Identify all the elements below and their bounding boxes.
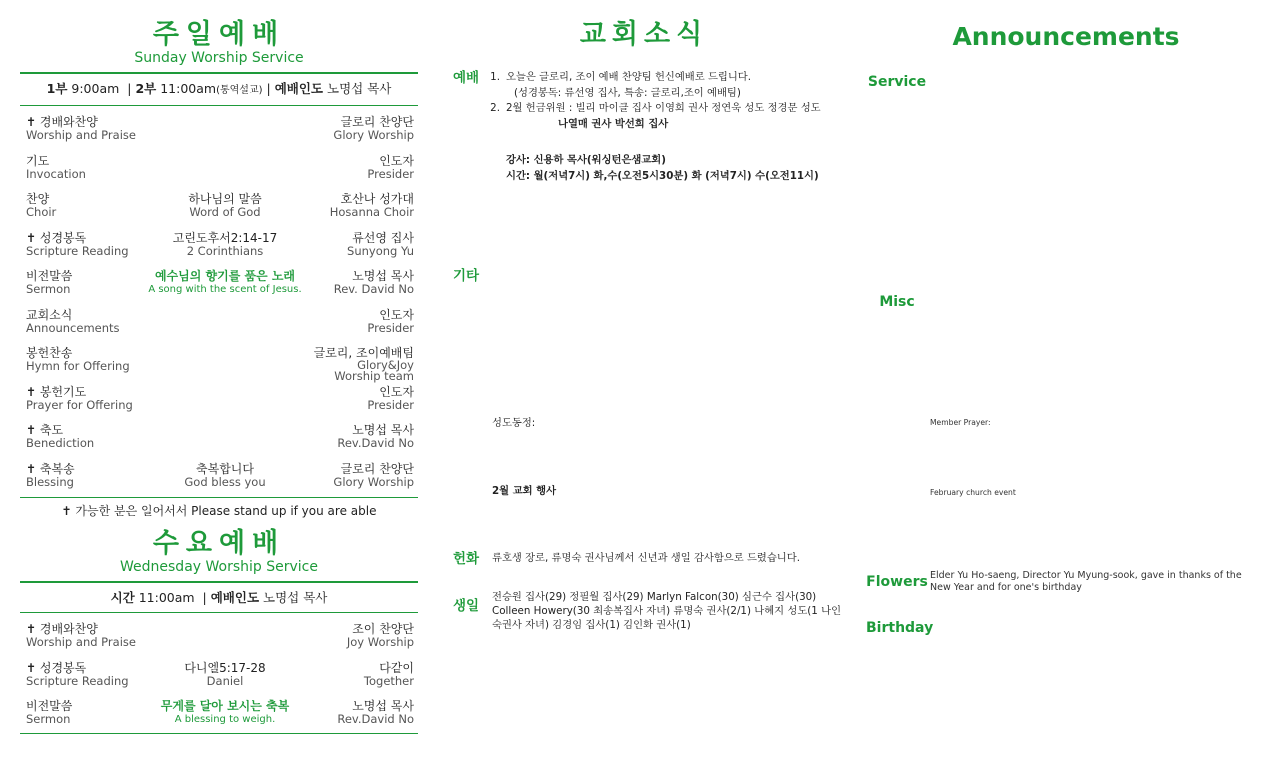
flowers-heading: 헌화 — [452, 551, 480, 567]
order-presenter-ko: 다같이 — [379, 660, 414, 675]
order-presenter-en: Presider — [367, 397, 414, 412]
service2-note: (통역설교) — [216, 85, 263, 96]
order-row — [20, 660, 418, 699]
order-detail-en: 2 Corinthians — [186, 243, 264, 258]
order-presenter-ko: 인도자 — [379, 384, 414, 399]
order-presenter — [333, 116, 414, 142]
order-row — [20, 191, 418, 230]
order-item — [26, 386, 133, 412]
order-item-ko: ✝ 축도 — [26, 423, 64, 437]
order-row — [20, 114, 418, 153]
order-item — [26, 463, 75, 489]
order-presenter — [367, 309, 414, 335]
wednesday-title: 수요예배 — [152, 528, 286, 559]
order-presenter — [347, 623, 414, 649]
order-presenter-en: Sunyong Yu — [347, 243, 414, 258]
order-item — [26, 270, 72, 296]
order-item — [26, 347, 130, 373]
sunday-title-en: Sunday Worship Service — [134, 50, 304, 66]
education-section — [444, 153, 844, 258]
order-presenter-en: Presider — [367, 320, 414, 335]
wednesday-schedule: 시간 11:00am | 예배인도 노명섭 목사 — [110, 590, 328, 605]
news-title-ko: 교회소식 — [579, 19, 709, 50]
order-item-en: Prayer for Offering — [26, 397, 133, 412]
order-item-en: Blessing — [26, 474, 74, 489]
worship-order-column — [20, 0, 418, 734]
list-item-sub: (성경봉독: 류선영 집사, 특송: 글로리,조이 예배팀) — [514, 86, 741, 99]
sunday-title: 주일예배 — [152, 19, 286, 50]
service-section — [866, 70, 1266, 140]
order-item-ko: 찬양 — [26, 192, 50, 206]
worship-items — [488, 70, 844, 132]
order-item-ko: ✝ 축복송 — [26, 461, 75, 476]
order-presenter-en: Glory Worship — [333, 128, 414, 142]
sunday-order-list — [20, 106, 418, 499]
service2-label: 2부 — [135, 81, 157, 96]
leader-name: 노명섭 목사 — [263, 590, 328, 605]
order-presenter-ko: 노명섭 목사 — [352, 269, 414, 283]
order-item — [26, 193, 56, 219]
order-item — [26, 662, 129, 688]
list-item-text: 오늘은 글로리, 조이 예배 찬양팀 헌신예배로 드립니다. — [506, 71, 752, 83]
order-row — [20, 230, 418, 269]
order-item-en: Sermon — [26, 282, 71, 296]
order-item — [26, 309, 120, 335]
flowers-en-heading: Flowers — [866, 574, 928, 590]
events-en-block — [930, 486, 1256, 500]
order-detail — [146, 662, 304, 688]
order-presenter-en: Glory&Joy Worship team — [334, 358, 414, 383]
order-presenter-en: Hosanna Choir — [329, 205, 414, 219]
birthday-text: 전승원 집사(29) 정필월 집사(29) Marlyn Falcon(30) 심근수 집사(30) Colleen Howery(30 최송복집사 자녀) 류명숙 권사(2/1) 나혜지 성도(1 나인숙권사 자녀) 김경임 집사(1) 김인화 권사(1) — [492, 591, 842, 631]
service1-label: 1부 — [46, 81, 68, 96]
stand-note — [20, 498, 418, 525]
wednesday-title-en: Wednesday Worship Service — [120, 559, 318, 575]
prayer-block — [492, 416, 844, 432]
misc-en-heading: Misc — [879, 294, 915, 310]
prayer-label: 성도동정: — [492, 417, 536, 429]
order-item-ko: ✝ 경배와찬양 — [26, 622, 98, 636]
prayer-en-label: Member Prayer: — [930, 418, 991, 427]
list-item-number: 2. — [490, 102, 500, 115]
order-presenter-en: Presider — [367, 166, 414, 181]
order-item-ko: ✝ 경배와찬양 — [26, 115, 98, 129]
flowers-text: 류호생 장로, 류명숙 권사님께서 신년과 생일 감사함으로 드렸습니다. — [492, 552, 800, 564]
leader-label: 예배인도 — [274, 81, 324, 96]
order-presenter-ko: 글로리 찬양단 — [340, 115, 414, 129]
order-item-ko: ✝ 봉헌기도 — [26, 384, 87, 399]
order-presenter — [333, 463, 414, 489]
stand-note-ko: ✝ 가능한 분은 일어서서 — [61, 504, 188, 518]
order-presenter-ko: 노명섭 목사 — [352, 699, 414, 713]
birthday-en-heading: Birthday — [866, 620, 934, 636]
misc-section — [444, 268, 844, 388]
order-row — [20, 621, 418, 660]
order-presenter-en: Together — [363, 673, 414, 688]
order-presenter-en: Rev.David No — [337, 712, 414, 726]
misc-heading: 기타 — [452, 268, 480, 284]
order-presenter — [364, 662, 414, 688]
order-detail-en: A song with the scent of Jesus. — [148, 284, 302, 295]
events-en-title: February church event — [930, 488, 1016, 497]
wednesday-order-list — [20, 613, 418, 737]
order-detail — [146, 232, 304, 258]
order-presenter — [337, 424, 414, 450]
order-item-en: Scripture Reading — [26, 673, 129, 688]
order-presenter — [334, 270, 414, 296]
prayer-row — [492, 416, 844, 432]
order-row — [20, 153, 418, 192]
order-item-en: Invocation — [26, 166, 86, 181]
flowers-en-text: Elder Yu Ho-saeng, Director Yu Myung-sook, gave in thanks of the New Year and for one's birthday — [930, 570, 1242, 593]
order-detail — [146, 270, 304, 296]
order-item-en: Worship and Praise — [26, 128, 136, 142]
order-detail-ko: 고린도후서2:14-17 — [172, 230, 278, 245]
order-presenter — [347, 232, 414, 258]
list-item — [488, 70, 844, 86]
leader-label: 예배인도 — [210, 590, 260, 605]
order-presenter-ko: 류선영 집사 — [352, 230, 414, 245]
english-news-column — [866, 0, 1266, 636]
order-item-en: Announcements — [26, 320, 120, 335]
order-presenter-ko: 노명섭 목사 — [352, 423, 414, 437]
time-label: 시간 — [110, 590, 135, 605]
order-presenter-ko: 글로리, 조이예배팀 — [313, 346, 414, 360]
order-presenter-ko: 인도자 — [379, 153, 414, 168]
education-items — [488, 153, 844, 184]
worship-section — [444, 70, 844, 140]
order-presenter-en: Rev. David No — [333, 282, 414, 296]
order-row — [20, 268, 418, 307]
order-item-en: Sermon — [26, 712, 71, 726]
order-item — [26, 155, 86, 181]
order-presenter — [337, 700, 414, 726]
order-row — [20, 422, 418, 461]
birthday-heading: 생일 — [452, 598, 480, 614]
education-time — [488, 169, 844, 185]
list-item-sub: 나열매 권사 박선희 집사 — [558, 117, 669, 130]
events-title: 2월 교회 행사 — [492, 485, 557, 497]
order-detail-ko: 예수님의 향기를 품은 노래 — [154, 269, 296, 283]
order-item — [26, 232, 129, 258]
news-title-en: Announcements — [952, 22, 1180, 51]
education-speaker: 강사: 신용하 목사(워싱턴은샘교회) — [506, 154, 666, 166]
order-detail — [146, 700, 304, 726]
order-presenter-en: Glory Worship — [333, 474, 414, 489]
order-item-ko: 기도 — [26, 153, 50, 168]
order-item-ko: 비전말씀 — [26, 699, 73, 713]
misc-en-section — [866, 290, 1266, 405]
order-item-ko: 비전말씀 — [26, 269, 73, 283]
events-block — [492, 484, 844, 500]
leader-name: 노명섭 목사 — [327, 81, 392, 96]
order-row — [20, 307, 418, 346]
education-time-text: 시간: 월(저녁7시) 화,수(오전5시30분) 화 (저녁7시) 수(오전11시) — [506, 169, 819, 182]
order-item-ko: ✝ 성경봉독 — [26, 230, 87, 245]
list-item-number: 1. — [490, 71, 500, 83]
order-presenter-ko: 글로리 찬양단 — [340, 461, 414, 476]
order-presenter — [314, 347, 414, 382]
order-detail — [146, 463, 304, 489]
order-item — [26, 700, 72, 726]
prayer-en-block — [930, 416, 1256, 430]
order-item — [26, 623, 136, 649]
order-item-ko: 교회소식 — [26, 307, 73, 322]
order-item-ko: 봉헌찬송 — [26, 346, 73, 360]
order-detail-ko: 축복합니다 — [196, 461, 254, 476]
order-row — [20, 384, 418, 423]
wednesday-time: 11:00am — [138, 590, 195, 605]
order-detail — [146, 193, 304, 219]
stand-note-en: Please stand up if you are able — [191, 504, 377, 518]
order-presenter-en: Joy Worship — [346, 635, 414, 649]
order-row — [20, 461, 418, 500]
order-detail-ko: 하나님의 말씀 — [188, 192, 262, 206]
service2-time: 11:00am — [160, 81, 217, 96]
service1-time: 9:00am — [71, 81, 120, 96]
order-detail-en: Word of God — [189, 205, 261, 219]
order-item — [26, 424, 94, 450]
order-presenter — [330, 193, 414, 219]
order-presenter — [367, 155, 414, 181]
order-row — [20, 698, 418, 737]
order-presenter-en: Rev.David No — [337, 436, 414, 450]
order-item-en: Choir — [26, 205, 57, 219]
order-item-en: Hymn for Offering — [26, 359, 130, 373]
order-detail-en: God bless you — [184, 474, 266, 489]
education-en-section — [866, 152, 1266, 262]
order-item-en: Worship and Praise — [26, 635, 136, 649]
korean-news-column — [444, 0, 844, 631]
order-item-en: Benediction — [26, 436, 95, 450]
sunday-schedule: 1부 9:00am | 2부 11:00am(통역설교) | 예배인도 노명섭 목사 — [46, 81, 392, 96]
order-presenter-ko: 인도자 — [379, 307, 414, 322]
order-presenter-ko: 호산나 성가대 — [340, 192, 414, 206]
order-detail-ko: 다니엘5:17-28 — [184, 660, 266, 675]
order-presenter — [367, 386, 414, 412]
list-item — [488, 101, 844, 117]
order-detail-ko: 무게를 달아 보시는 축복 — [160, 699, 290, 713]
order-row — [20, 345, 418, 384]
order-detail-en: Daniel — [206, 673, 244, 688]
list-item-text: 2월 헌금위원 : 빌리 마이클 집사 이영희 권사 정연욱 성도 정경문 성도 — [506, 102, 821, 115]
order-detail-en: A blessing to weigh. — [174, 714, 276, 725]
order-item-en: Scripture Reading — [26, 243, 129, 258]
order-item-ko: ✝ 성경봉독 — [26, 660, 87, 675]
order-item — [26, 116, 136, 142]
worship-heading: 예배 — [452, 70, 480, 86]
order-presenter-ko: 조이 찬양단 — [352, 622, 414, 636]
service-heading: Service — [867, 74, 927, 90]
